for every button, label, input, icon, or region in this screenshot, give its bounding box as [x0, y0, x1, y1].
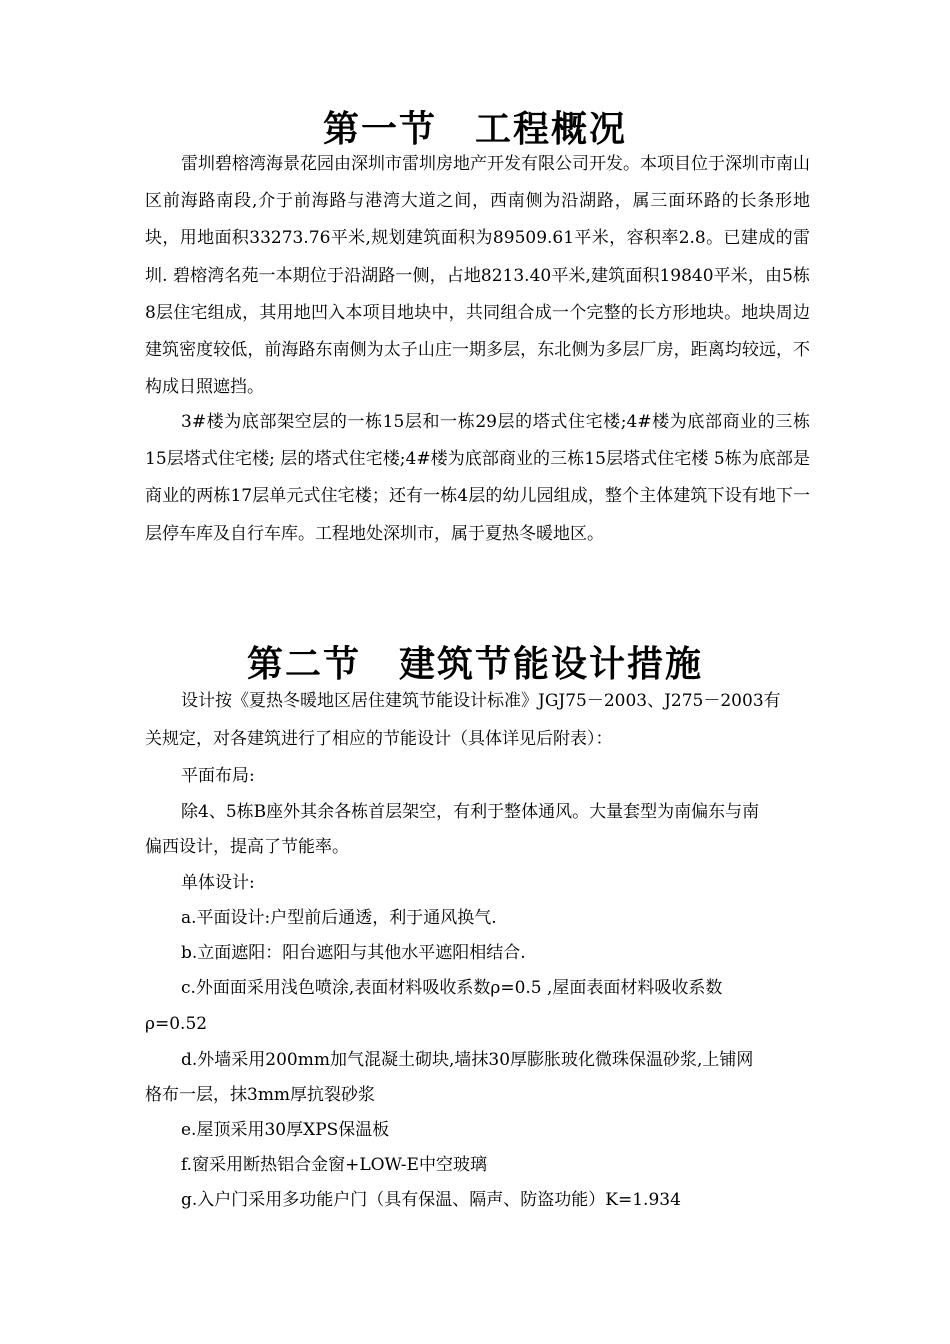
section2-title: 第二节 建筑节能设计措施 — [246, 644, 703, 686]
item-d-line1: d.外墙采用200mm加气混凝土砌块,墙抹30厚膨胀玻化微珠保温砂浆,上铺网 — [181, 1050, 754, 1070]
item-b: b.立面遮阳：阳台遮阳与其他水平遮阳相结合. — [181, 943, 526, 963]
item-f: f.窗采用断热铝合金窗+LOW-E中空玻璃 — [181, 1155, 487, 1175]
unit-heading: 单体设计: — [181, 873, 255, 893]
section1-title: 第一节 工程概况 — [322, 109, 627, 151]
intro-line1: 设计按《夏热冬暖地区居住建筑节能设计标准》JGJ75－2003、J275－2003有 — [181, 691, 781, 711]
item-e: e.屋顶采用30厚XPS保温板 — [181, 1120, 390, 1140]
item-a: a.平面设计:户型前后通透，利于通风换气. — [181, 908, 497, 928]
section1-paragraph1: 雷圳碧榕湾海景花园由深圳市雷圳房地产开发有限公司开发。本项目位于深圳市南山区前海路南段,介于前海路与港湾大道之间，西南侧为沿湖路，属三面环路的长条形地块，用地面积33273.76平米,规划建筑面积为89509.61平米，容积率2.8。已建成的雷圳. 碧榕湾名苑一本期位于沿湖路一侧，占地8213.40平米,建筑面积19840平米，由5栋8层住宅组成，其用地凹入本项目地块中，共同组合成一个完整的长方形地块。地块周边建筑密度较低，前海路东南侧为太子山庄一期多层，东北侧为多层厂房，距离均较远，不构成日照遮挡。 — [145, 154, 810, 398]
item-g: g.入户门采用多功能户门（具有保温、隔声、防盗功能）K=1.934 — [181, 1190, 681, 1210]
item-c-line2: ρ=0.52 — [145, 1014, 208, 1034]
layout-line1: 除4、5栋B座外其余各栋首层架空，有利于整体通风。大量套型为南偏东与南 — [181, 802, 760, 822]
layout-line2: 偏西设计，提高了节能率。 — [145, 837, 349, 857]
item-c-line1: c.外面面采用浅色喷涂,表面材料吸收系数ρ=0.5 ,屋面表面材料吸收系数 — [181, 978, 723, 998]
item-d-line2: 格布一层，抹3mm厚抗裂砂浆 — [145, 1085, 376, 1105]
section1-paragraph2: 3#楼为底部架空层的一栋15层和一栋29层的塔式住宅楼;4#楼为底部商业的三栋15层塔式住宅楼; 层的塔式住宅楼;4#楼为底部商业的三栋15层塔式住宅楼 5栋为底部是商业的两栋17层单元式住宅楼；还有一栋4层的幼儿园组成，整个主体建筑下设有地下一层停车库及自行车库。工程地处深圳市，属于夏热冬暖地区。 — [145, 412, 810, 544]
layout-heading: 平面布局: — [181, 766, 255, 786]
intro-line2: 关规定，对各建筑进行了相应的节能设计（具体详见后附表）： — [145, 729, 613, 749]
